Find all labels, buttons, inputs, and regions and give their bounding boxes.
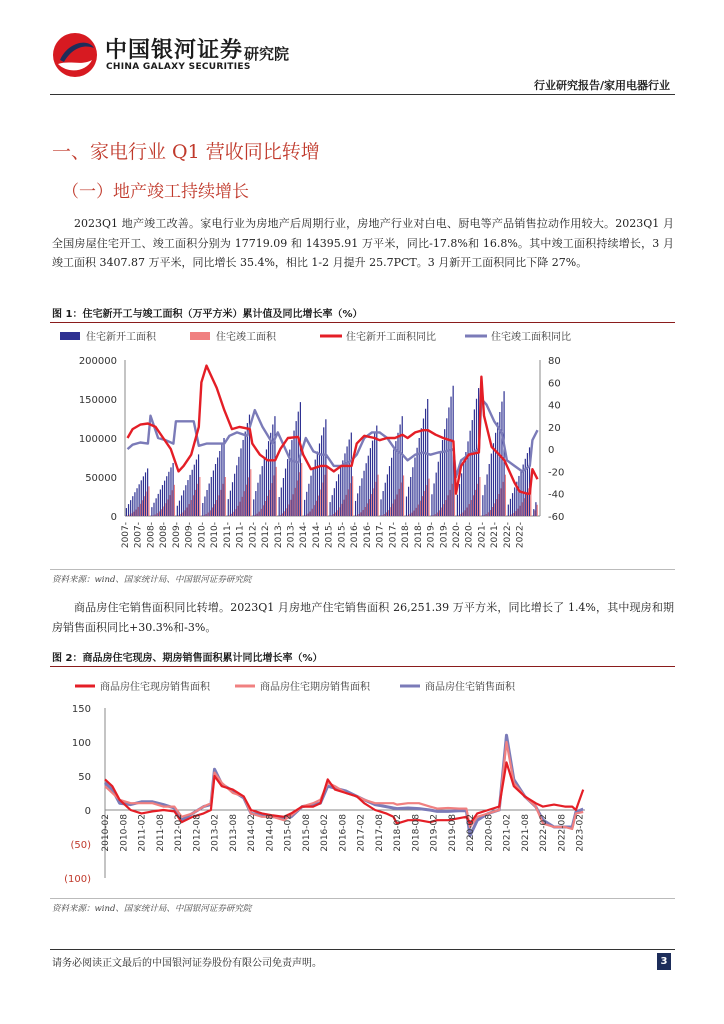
bar-new-starts	[164, 481, 165, 516]
x-tick-label: 2018-	[401, 522, 412, 549]
x-tick-label: 2019-	[439, 522, 450, 549]
x-tick-label: 2010-	[210, 522, 221, 549]
bar-new-starts	[359, 486, 360, 516]
bar-new-starts	[389, 466, 390, 516]
y-right-tick-label: 40	[548, 400, 561, 412]
body-paragraph-2: 商品房住宅销售面积同比转增。2023Q1 月房地产住宅销售面积 26,251.39 万平方米，同比增长了 1.4%，其中现房和期房销售面积同比+30.3%和-3%。	[52, 601, 674, 634]
x-tick-label: 2007-	[133, 522, 144, 549]
bar-new-starts	[126, 508, 127, 516]
chart-residential-sales-yoy	[50, 670, 675, 896]
bar-new-starts	[232, 482, 233, 516]
bar-new-starts	[206, 490, 207, 516]
bar-new-starts	[160, 489, 161, 516]
bar-new-starts	[310, 476, 311, 516]
bar-new-starts	[355, 501, 356, 516]
x-tick-label: 2020-	[464, 522, 475, 549]
bar-new-starts	[147, 468, 148, 516]
bar-new-starts	[436, 473, 437, 516]
x-tick-label: 2020-	[451, 522, 462, 549]
footer-divider	[50, 949, 675, 950]
bar-new-starts	[474, 409, 475, 516]
legend2-label-1: 商品房住宅期房销售面积	[260, 682, 370, 693]
bar-new-starts	[346, 446, 347, 516]
bar-new-starts	[255, 491, 256, 516]
bar-new-starts	[459, 484, 460, 516]
bar-new-starts	[194, 465, 195, 516]
bar-new-starts	[489, 464, 490, 516]
y-tick-label: 0	[84, 806, 91, 817]
x-tick-label: 2018-	[413, 522, 424, 549]
bar-new-starts	[230, 491, 231, 516]
x-tick-label: 2016-08	[338, 814, 349, 852]
bar-new-starts	[291, 440, 292, 516]
bar-new-starts	[238, 457, 239, 516]
y-right-tick-label: 20	[548, 422, 561, 434]
bar-new-starts	[153, 503, 154, 516]
bar-new-starts	[461, 473, 462, 516]
bar-new-starts	[245, 432, 246, 517]
bar-completions	[537, 505, 538, 516]
bar-new-starts	[448, 407, 449, 516]
legend-label-0: 住宅新开工面积	[86, 332, 156, 343]
bar-new-starts	[465, 452, 466, 516]
bar-new-starts	[438, 462, 439, 516]
bar-new-starts	[189, 475, 190, 516]
x-tick-label: 2008-	[146, 522, 157, 549]
bar-completions	[428, 479, 429, 516]
bar-new-starts	[368, 456, 369, 516]
bar-new-starts	[187, 480, 188, 516]
x-tick-label: 2016-	[362, 522, 373, 549]
bar-new-starts	[357, 493, 358, 516]
bar-new-starts	[510, 499, 511, 516]
figure1-top-rule	[50, 322, 675, 323]
figure2-top-rule	[50, 666, 675, 667]
y-right-tick-label: 60	[548, 378, 561, 390]
bar-new-starts	[433, 483, 434, 516]
galaxy-logo-icon	[50, 30, 100, 80]
y-left-tick-label: 150000	[78, 395, 117, 406]
bar-new-starts	[156, 498, 157, 516]
legend-label-3: 住宅竣工面积同比	[491, 332, 571, 343]
bar-new-starts	[342, 460, 343, 516]
bar-completions	[327, 466, 328, 516]
y-tick-label: 50	[78, 772, 91, 783]
bar-new-starts	[463, 463, 464, 516]
bar-new-starts	[166, 476, 167, 516]
bar-new-starts	[306, 492, 307, 516]
bar-completions	[199, 477, 200, 516]
x-tick-label: 2013-	[273, 522, 284, 549]
bar-new-starts	[145, 472, 146, 516]
bar-new-starts	[366, 463, 367, 516]
x-tick-label: 2015-	[324, 522, 335, 549]
legend-label-1: 住宅竣工面积	[216, 332, 276, 343]
bar-completions	[377, 475, 378, 516]
bar-new-starts	[330, 502, 331, 516]
figure2-source: 资料来源：wind、国家统计局、中国银河证券研究院	[52, 904, 252, 914]
bar-new-starts	[395, 441, 396, 516]
bar-new-starts	[527, 453, 528, 516]
figure1-bottom-rule	[50, 569, 675, 570]
bar-new-starts	[285, 469, 286, 516]
legend-swatch-0	[60, 332, 80, 340]
x-tick-label: 2012-	[248, 522, 259, 549]
legend2-label-2: 商品房住宅销售面积	[425, 682, 515, 693]
bar-new-starts	[421, 428, 422, 516]
x-tick-label: 2021-	[490, 522, 501, 549]
bar-new-starts	[264, 458, 265, 516]
bar-new-starts	[440, 451, 441, 516]
bar-new-starts	[185, 485, 186, 516]
bar-new-starts	[181, 495, 182, 516]
bar-new-starts	[336, 481, 337, 516]
page-number: 3	[657, 953, 671, 970]
bar-new-starts	[219, 451, 220, 516]
x-tick-label: 2011-08	[155, 814, 166, 852]
x-tick-label: 2014-	[299, 522, 310, 549]
x-tick-label: 2015-	[337, 522, 348, 549]
bar-new-starts	[209, 484, 210, 517]
x-tick-label: 2016-02	[320, 814, 331, 852]
figure1-title: 图 1：住宅新开工与竣工面积（万平方米）累计值及同比增长率（%）	[52, 309, 363, 320]
bar-completions	[225, 477, 226, 516]
bar-new-starts	[162, 485, 163, 516]
x-tick-label: 2022-08	[557, 814, 568, 852]
x-tick-label: 2017-	[375, 522, 386, 549]
bar-new-starts	[514, 487, 515, 516]
figure2-bottom-rule	[50, 898, 675, 899]
x-tick-label: 2013-	[286, 522, 297, 549]
x-tick-label: 2019-08	[447, 814, 458, 852]
bar-new-starts	[338, 474, 339, 516]
bar-new-starts	[136, 488, 137, 516]
x-tick-label: 2017-	[388, 522, 399, 549]
bar-new-starts	[213, 471, 214, 517]
bar-new-starts	[416, 448, 417, 516]
bar-new-starts	[402, 416, 403, 516]
bar-completions	[403, 475, 404, 516]
x-tick-label: 2015-08	[301, 814, 312, 852]
bar-new-starts	[349, 439, 350, 516]
bar-new-starts	[240, 448, 241, 516]
bar-new-starts	[253, 499, 254, 516]
x-tick-label: 2023-02	[575, 814, 586, 852]
x-tick-label: 2008-	[159, 522, 170, 549]
bar-new-starts	[444, 429, 445, 516]
bar-new-starts	[372, 441, 373, 516]
chart-housing-starts-completions	[50, 326, 675, 566]
y-tick-label: 100	[71, 738, 91, 749]
bar-new-starts	[391, 458, 392, 516]
bar-new-starts	[223, 438, 224, 516]
bar-new-starts	[340, 467, 341, 516]
bar-completions	[276, 467, 277, 516]
x-tick-label: 2013-02	[210, 814, 221, 852]
x-tick-label: 2017-02	[356, 814, 367, 852]
disclaimer-notice: 请务必阅读正文最后的中国银河证券股份有限公司免责声明。	[52, 958, 322, 969]
x-tick-label: 2020-08	[484, 814, 495, 852]
subsection-heading: （一）地产竣工持续增长	[62, 182, 249, 202]
bar-new-starts	[132, 496, 133, 516]
bar-new-starts	[332, 495, 333, 516]
bar-new-starts	[262, 466, 263, 516]
bar-new-starts	[482, 495, 483, 516]
bar-new-starts	[472, 420, 473, 516]
bar-completions	[301, 463, 302, 516]
x-tick-label: 2007-	[121, 522, 131, 549]
bar-new-starts	[370, 448, 371, 516]
y-tick-label: (100)	[64, 874, 91, 885]
report-category: 行业研究报告/家用电器行业	[533, 79, 670, 92]
bar-new-starts	[198, 454, 199, 516]
x-tick-label: 2014-08	[265, 814, 276, 852]
y-tick-label: (50)	[70, 840, 91, 851]
bar-new-starts	[467, 441, 468, 516]
bar-completions	[352, 476, 353, 516]
bar-new-starts	[457, 495, 458, 516]
brand-name-cn: 中国银河证券	[105, 38, 244, 63]
bar-new-starts	[487, 474, 488, 516]
bar-new-starts	[533, 509, 534, 516]
bar-new-starts	[518, 476, 519, 516]
bar-new-starts	[450, 397, 451, 516]
bar-new-starts	[400, 424, 401, 516]
x-tick-label: 2019-02	[429, 814, 440, 852]
bar-new-starts	[204, 497, 205, 517]
bar-new-starts	[323, 427, 324, 516]
bar-new-starts	[508, 505, 509, 516]
x-tick-label: 2021-	[477, 522, 488, 549]
bar-new-starts	[412, 467, 413, 516]
x-tick-label: 2020-02	[466, 814, 477, 852]
bar-new-starts	[491, 454, 492, 516]
x-tick-label: 2009-	[184, 522, 195, 549]
bar-completions	[148, 486, 149, 516]
bar-new-starts	[304, 500, 305, 516]
bar-new-starts	[211, 477, 212, 516]
bar-new-starts	[334, 488, 335, 516]
bar-new-starts	[202, 503, 203, 516]
bar-new-starts	[397, 433, 398, 516]
bar-new-starts	[414, 458, 415, 517]
x-tick-label: 2014-02	[247, 814, 258, 852]
bar-new-starts	[228, 499, 229, 516]
y-right-tick-label: -40	[548, 489, 565, 501]
brand-name-en: CHINA GALAXY SECURITIES	[106, 62, 251, 72]
bar-completions	[174, 485, 175, 516]
bar-new-starts	[427, 399, 428, 516]
bar-new-starts	[257, 483, 258, 516]
bar-new-starts	[281, 488, 282, 516]
bar-new-starts	[283, 478, 284, 516]
bar-new-starts	[408, 487, 409, 516]
bar-new-starts	[374, 433, 375, 516]
bar-new-starts	[351, 433, 352, 516]
x-tick-label: 2010-02	[101, 814, 111, 852]
x-tick-label: 2016-	[350, 522, 361, 549]
bar-completions	[505, 475, 506, 516]
bar-new-starts	[385, 483, 386, 516]
y-right-tick-label: 0	[548, 445, 555, 457]
y-left-tick-label: 50000	[85, 473, 117, 484]
bar-new-starts	[268, 441, 269, 516]
x-tick-label: 2010-	[197, 522, 208, 549]
x-tick-label: 2019-	[426, 522, 437, 549]
bar-new-starts	[139, 484, 140, 516]
bar-new-starts	[215, 464, 216, 516]
bar-new-starts	[158, 494, 159, 516]
bar-completions	[479, 477, 480, 516]
bar-new-starts	[470, 431, 471, 516]
bar-new-starts	[383, 491, 384, 516]
bar-new-starts	[196, 460, 197, 516]
x-tick-label: 2022-	[502, 522, 513, 549]
bar-new-starts	[446, 418, 447, 516]
bar-new-starts	[143, 476, 144, 516]
bar-new-starts	[493, 443, 494, 516]
body-paragraph-1: 2023Q1 地产竣工改善。家电行业为房地产后周期行业，房地产行业对白电、厨电等产品销售拉动作用较大。2023Q1 月全国房屋住宅开工、竣工面积分别为 17719.09 和 14395.91 万平米，同比-17.8%和 16.8%。其中竣工面积持续增长，3 月竣工面积 3407.87 万平米，同比增长 35.4%，相比 1-2 月提升 25.7PCT。3 月新开工面积同比下降 27%。	[52, 217, 674, 269]
bar-new-starts	[431, 494, 432, 516]
bar-new-starts	[293, 431, 294, 516]
x-tick-label: 2022-	[515, 522, 526, 549]
bar-new-starts	[476, 399, 477, 516]
bar-new-starts	[425, 409, 426, 516]
bar-new-starts	[406, 497, 407, 517]
legend-label-2: 住宅新开工面积同比	[346, 332, 436, 343]
bar-new-starts	[274, 416, 275, 516]
x-tick-label: 2018-08	[411, 814, 422, 852]
bar-new-starts	[495, 433, 496, 516]
bar-new-starts	[410, 477, 411, 516]
bar-new-starts	[247, 423, 248, 516]
figure2-title: 图 2：商品房住宅现房、期房销售面积累计同比增长率（%）	[52, 653, 323, 664]
bar-new-starts	[308, 484, 309, 516]
bar-new-starts	[313, 468, 314, 516]
y-right-tick-label: 80	[548, 356, 561, 367]
header-divider	[50, 94, 675, 95]
bar-new-starts	[325, 419, 326, 516]
bar-new-starts	[321, 435, 322, 516]
bar-new-starts	[236, 465, 237, 516]
y-right-tick-label: -60	[548, 512, 565, 523]
bar-new-starts	[134, 492, 135, 516]
y-right-tick-label: -20	[548, 467, 565, 479]
x-tick-label: 2021-02	[502, 814, 513, 852]
bar-new-starts	[259, 474, 260, 516]
x-tick-label: 2013-08	[228, 814, 239, 852]
bar-new-starts	[243, 440, 244, 516]
bar-new-starts	[296, 421, 297, 516]
bar-new-starts	[393, 449, 394, 516]
x-tick-label: 2021-08	[520, 814, 531, 852]
bar-new-starts	[287, 459, 288, 516]
bar-new-starts	[363, 471, 364, 516]
bar-new-starts	[217, 458, 218, 517]
legend-swatch-1	[190, 332, 210, 340]
x-tick-label: 2022-02	[539, 814, 550, 852]
bar-new-starts	[535, 502, 536, 516]
x-tick-label: 2017-08	[374, 814, 385, 852]
bar-new-starts	[279, 497, 280, 516]
x-tick-label: 2011-02	[137, 814, 148, 852]
bar-new-starts	[234, 474, 235, 516]
bar-new-starts	[221, 445, 222, 517]
y-left-tick-label: 200000	[78, 356, 117, 367]
section-heading: 一、家电行业 Q1 营收同比转增	[52, 141, 320, 163]
bar-new-starts	[270, 433, 271, 516]
bar-new-starts	[317, 452, 318, 516]
x-tick-label: 2015-02	[283, 814, 294, 852]
bar-new-starts	[380, 499, 381, 516]
bar-new-starts	[179, 501, 180, 516]
bar-new-starts	[183, 490, 184, 516]
bar-new-starts	[130, 500, 131, 516]
x-tick-label: 2010-08	[119, 814, 130, 852]
bar-new-starts	[168, 472, 169, 516]
x-tick-label: 2011-	[235, 522, 246, 549]
bar-new-starts	[298, 412, 299, 516]
figure1-source: 资料来源：wind、国家统计局、中国银河证券研究院	[52, 575, 252, 585]
bar-new-starts	[177, 506, 178, 516]
x-tick-label: 2012-02	[174, 814, 185, 852]
bar-new-starts	[151, 507, 152, 516]
bar-completions	[250, 469, 251, 516]
y-tick-label: 150	[71, 704, 91, 715]
y-left-tick-label: 0	[110, 512, 117, 523]
bar-new-starts	[128, 504, 129, 516]
bar-new-starts	[423, 419, 424, 517]
bar-new-starts	[512, 493, 513, 516]
x-tick-label: 2018-02	[393, 814, 404, 852]
brand-department: 研究院	[244, 45, 290, 63]
bar-new-starts	[361, 478, 362, 516]
bar-new-starts	[484, 485, 485, 516]
bar-new-starts	[419, 438, 420, 516]
bar-new-starts	[170, 467, 171, 516]
x-tick-label: 2012-	[261, 522, 272, 549]
x-tick-label: 2009-	[171, 522, 182, 549]
bar-new-starts	[141, 480, 142, 516]
bar-new-starts	[272, 424, 273, 516]
bar-new-starts	[497, 422, 498, 516]
legend2-label-0: 商品房住宅现房销售面积	[100, 682, 210, 693]
bar-new-starts	[172, 463, 173, 516]
x-tick-label: 2012-08	[192, 814, 203, 852]
bar-new-starts	[192, 470, 193, 516]
y-left-tick-label: 100000	[78, 434, 117, 445]
bar-new-starts	[387, 474, 388, 516]
x-tick-label: 2011-	[222, 522, 233, 549]
x-tick-label: 2014-	[311, 522, 322, 549]
